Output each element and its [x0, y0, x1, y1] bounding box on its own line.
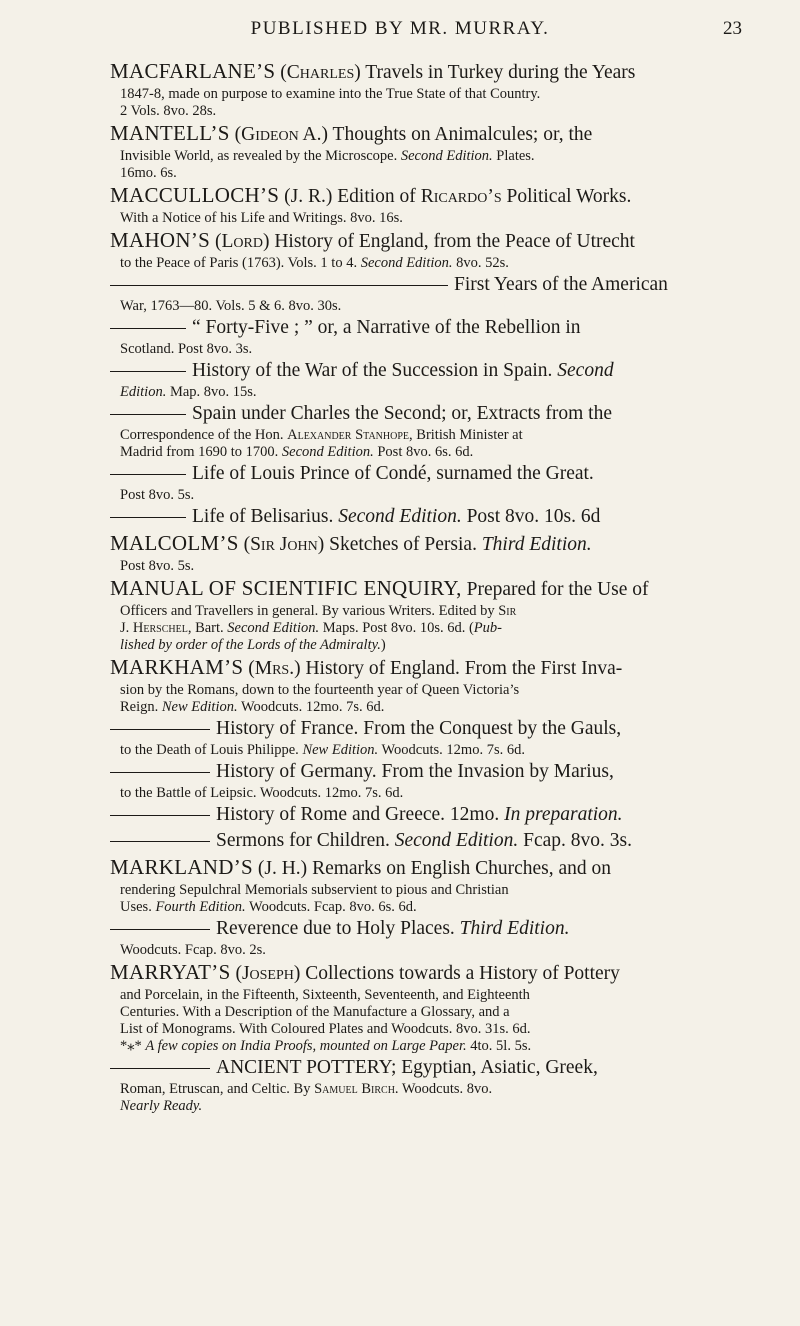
- work-title: Prepared for the Use of: [461, 579, 649, 600]
- author-name: MARKLAND’S: [110, 855, 254, 879]
- ditto-rule: [110, 328, 186, 329]
- work-title: Sermons for Children.: [216, 830, 395, 851]
- entry-detail: Post 8vo. 6s. 6d.: [373, 444, 474, 460]
- catalogue-entry: [110, 959, 748, 1055]
- edition-note: Fourth Edition.: [155, 899, 246, 915]
- author-qualifier: (J. R.): [284, 186, 333, 207]
- entry-detail: Woodcuts. Fcap. 8vo. 6s. 6d.: [245, 899, 417, 915]
- catalogue-entry: [110, 575, 748, 654]
- work-title: History of Germany. From the Invasion by Marius,: [216, 761, 614, 782]
- edition-note: Second: [557, 360, 614, 381]
- entry-detail: to the Death of Louis Philippe.: [120, 742, 303, 758]
- ditto-rule: [110, 1068, 210, 1069]
- work-title: First Years of the American: [454, 274, 668, 295]
- person-name: Samuel Birch.: [314, 1081, 399, 1097]
- work-title: Edition of: [332, 186, 421, 207]
- catalogue-entry: [110, 120, 748, 182]
- author-qualifier: (Gideon A.): [234, 124, 329, 145]
- edition-note: Second Edition.: [227, 620, 320, 636]
- entry-detail: Woodcuts. 8vo.: [398, 1081, 493, 1097]
- catalogue-entry: [110, 504, 748, 530]
- catalogue-entry: [110, 802, 748, 828]
- work-title-author: Ricardo’s: [420, 186, 502, 207]
- catalogue-entry: [110, 716, 748, 759]
- entry-detail: Correspondence of the Hon.: [120, 427, 288, 443]
- author-name: MALCOLM’S: [110, 531, 239, 555]
- edition-note: Second Edition.: [338, 506, 462, 527]
- catalogue-entry: [110, 759, 748, 802]
- catalogue-entry: [110, 315, 748, 358]
- entry-detail: sion by the Romans, down to the fourteenth year of Queen Victoria’s: [120, 682, 520, 698]
- catalogue-list: [110, 58, 748, 1115]
- ditto-rule: [110, 474, 186, 475]
- entry-detail: ): [380, 637, 386, 653]
- entry-detail: War, 1763—80. Vols. 5 & 6. 8vo. 30s.: [120, 298, 342, 314]
- author-name: MARKHAM’S: [110, 655, 244, 679]
- edition-note: Edition.: [120, 384, 167, 400]
- edition-note: Second Edition.: [360, 255, 453, 271]
- author-qualifier: (Charles): [280, 62, 361, 83]
- publication-note: lished by order of the Lords of the Admiralty.: [120, 637, 381, 653]
- catalogue-entry: [110, 227, 748, 272]
- page-header: [0, 8, 800, 48]
- person-name: J. Herschel,: [120, 620, 192, 636]
- entry-detail: Woodcuts. Fcap. 8vo. 2s.: [120, 942, 266, 958]
- entry-detail: Invisible World, as revealed by the Microscope.: [120, 148, 401, 164]
- work-title: Thoughts on Animalcules; or, the: [328, 124, 593, 145]
- entry-detail: 2 Vols. 8vo. 28s.: [120, 103, 217, 119]
- work-title: Reverence due to Holy Places.: [216, 918, 460, 939]
- edition-note: Second Edition.: [400, 148, 493, 164]
- entry-detail: 8vo. 52s.: [452, 255, 509, 271]
- catalogue-entry: [110, 854, 748, 916]
- catalogue-entry: [110, 358, 748, 401]
- entry-detail: Woodcuts. 12mo. 7s. 6d.: [237, 699, 385, 715]
- work-title: History of the War of the Succession in Spain.: [192, 360, 558, 381]
- entry-detail: 4to. 5l. 5s.: [466, 1038, 532, 1054]
- work-title: Sketches of Persia.: [324, 534, 482, 555]
- author-qualifier: (Lord): [214, 231, 270, 252]
- person-name: Alexander Stanhope,: [287, 427, 413, 443]
- work-title: Life of Louis Prince of Condé, surnamed the Great.: [192, 463, 594, 484]
- entry-detail: to the Battle of Leipsic. Woodcuts. 12mo. 7s. 6d.: [120, 785, 404, 801]
- ditto-rule: [110, 517, 186, 518]
- work-title: History of France. From the Conquest by the Gauls,: [216, 718, 622, 739]
- work-title: Collections towards a History of Pottery: [300, 963, 620, 984]
- ditto-rule: [110, 414, 186, 415]
- work-title: Travels in Turkey during the Years: [360, 62, 636, 83]
- person-name: Sir: [498, 603, 517, 619]
- entry-detail: Madrid from 1690 to 1700.: [120, 444, 282, 460]
- page-number: 23: [723, 18, 742, 39]
- catalogue-entry: [110, 461, 748, 504]
- entry-detail: Scotland. Post 8vo. 3s.: [120, 341, 253, 357]
- edition-note: Third Edition.: [481, 534, 592, 555]
- entry-detail: Roman, Etruscan, and Celtic. By: [120, 1081, 315, 1097]
- author-qualifier: (J. H.): [257, 858, 308, 879]
- entry-detail: Uses.: [120, 899, 156, 915]
- entry-detail: Woodcuts. 12mo. 7s. 6d.: [378, 742, 525, 758]
- author-name: MARRYAT’S: [110, 960, 231, 984]
- author-name: MANTELL’S: [110, 121, 230, 145]
- entry-detail: Maps. Post 8vo. 10s. 6d. (: [319, 620, 474, 636]
- entry-detail: Post 8vo. 5s.: [120, 487, 195, 503]
- entry-detail: rendering Sepulchral Memorials subservient to pious and Christian: [120, 882, 509, 898]
- author-qualifier: (Joseph): [235, 963, 301, 984]
- work-title: Post 8vo. 10s. 6d: [461, 506, 601, 527]
- catalogue-entry: [110, 401, 748, 461]
- entry-detail: British Minister at: [412, 427, 523, 443]
- ditto-rule: [110, 371, 186, 372]
- publication-note: Pub-: [473, 620, 502, 636]
- author-name: MACCULLOCH’S: [110, 183, 280, 207]
- edition-note: In preparation.: [504, 804, 623, 825]
- work-title: History of England, from the Peace of Utrecht: [269, 231, 635, 252]
- catalogue-entry: [110, 916, 748, 959]
- edition-note: A few copies on India Proofs, mounted on Large Paper.: [145, 1038, 467, 1054]
- work-title: History of England. From the First Inva-: [300, 658, 623, 679]
- work-title: Spain under Charles the Second; or, Extracts from the: [192, 403, 612, 424]
- entry-detail: Post 8vo. 5s.: [120, 558, 195, 574]
- author-qualifier: (Sir John): [243, 534, 325, 555]
- catalogue-entry: [110, 1055, 748, 1115]
- entry-detail: Officers and Travellers in general. By various Writers. Edited by: [120, 603, 499, 619]
- ditto-rule: [110, 929, 210, 930]
- entry-detail: Reign.: [120, 699, 162, 715]
- entry-detail: List of Monograms. With Coloured Plates and Woodcuts. 8vo. 31s. 6d.: [120, 1021, 531, 1037]
- catalogue-entry: [110, 654, 748, 716]
- edition-note: Second Edition.: [394, 830, 519, 851]
- catalogue-entry: [110, 272, 748, 315]
- entry-detail: With a Notice of his Life and Writings. 8vo. 16s.: [120, 210, 403, 226]
- work-title: Fcap. 8vo. 3s.: [518, 830, 632, 851]
- author-name: MACFARLANE’S: [110, 59, 276, 83]
- entry-detail: Bart.: [191, 620, 228, 636]
- author-qualifier: (Mrs.): [248, 658, 301, 679]
- catalogue-entry: [110, 530, 748, 575]
- catalogue-entry: [110, 828, 748, 854]
- ditto-rule: [110, 772, 210, 773]
- edition-note: New Edition.: [302, 742, 379, 758]
- author-name: MANUAL OF SCIENTIFIC ENQUIRY,: [110, 576, 462, 600]
- work-title: Remarks on English Churches, and on: [307, 858, 612, 879]
- catalogue-entry: [110, 182, 748, 227]
- work-title: “ Forty-Five ; ” or, a Narrative of the Rebellion in: [192, 317, 581, 338]
- work-title: Political Works.: [501, 186, 632, 207]
- edition-note: Second Edition.: [281, 444, 374, 460]
- work-title: ANCIENT POTTERY; Egyptian, Asiatic, Greek,: [216, 1057, 598, 1078]
- entry-detail: 16mo. 6s.: [120, 165, 177, 181]
- author-name: MAHON’S: [110, 228, 211, 252]
- edition-note: Nearly Ready.: [120, 1098, 203, 1114]
- work-title: Life of Belisarius.: [192, 506, 339, 527]
- entry-detail: Plates.: [492, 148, 535, 164]
- ditto-rule: [110, 841, 210, 842]
- entry-detail: and Porcelain, in the Fifteenth, Sixteenth, Seventeenth, and Eighteenth: [120, 987, 530, 1003]
- catalogue-entry: [110, 58, 748, 120]
- entry-detail: Map. 8vo. 15s.: [166, 384, 257, 400]
- ditto-rule: [110, 729, 210, 730]
- entry-detail: to the Peace of Paris (1763). Vols. 1 to 4.: [120, 255, 361, 271]
- work-title: History of Rome and Greece. 12mo.: [216, 804, 505, 825]
- entry-detail: 1847-8, made on purpose to examine into the True State of that Country.: [120, 86, 541, 102]
- edition-note: New Edition.: [161, 699, 238, 715]
- ditto-rule: [110, 285, 448, 286]
- running-head: PUBLISHED BY MR. MURRAY.: [250, 18, 550, 39]
- edition-note: Third Edition.: [459, 918, 570, 939]
- asterism-mark: *⁎*: [120, 1038, 146, 1054]
- ditto-rule: [110, 815, 210, 816]
- entry-detail: Centuries. With a Description of the Manufacture a Glossary, and a: [120, 1004, 510, 1020]
